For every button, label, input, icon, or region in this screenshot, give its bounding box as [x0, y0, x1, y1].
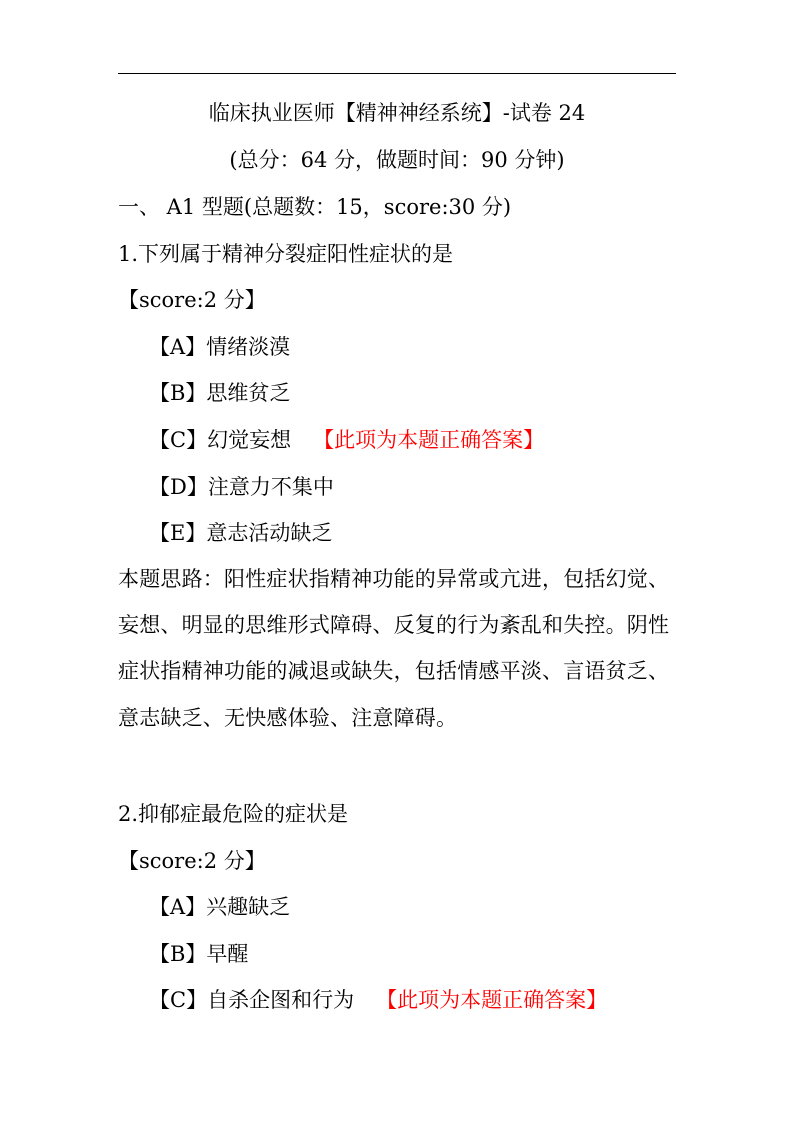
- correct-answer-mark: 【此项为本题正确答案】: [376, 988, 608, 1012]
- option-b: [149, 379, 290, 407]
- section-heading: 一、 A1 型题(总题数：15，score:30 分): [118, 195, 512, 219]
- option-e: [149, 519, 332, 547]
- question-score: 【score:2 分】: [118, 288, 266, 312]
- option-label: 【A】情绪淡漠: [149, 335, 291, 359]
- document-title: 临床执业医师【精神神经系统】-试卷 24: [208, 101, 586, 125]
- option-c: [149, 426, 544, 454]
- question-explanation: 本题思路：阳性症状指精神功能的异常或亢进，包括幻觉、妄想、明显的思维形式障碍、反复的行为紊乱和失控。阴性症状指精神功能的减退或缺失，包括情感平淡、言语贫乏、意志缺乏、无快感体验、注意障碍。: [118, 567, 670, 730]
- option-label: 【B】思维贫乏: [149, 381, 291, 405]
- option-label: 【C】幻觉妄想: [149, 428, 292, 452]
- option-b: [149, 940, 248, 968]
- question-stem: 1.下列属于精神分裂症阳性症状的是: [118, 242, 454, 266]
- top-rule: [118, 73, 676, 74]
- option-a: [149, 893, 290, 921]
- option-label: 【D】注意力不集中: [149, 475, 334, 499]
- question-stem: 2.抑郁症最危险的症状是: [118, 802, 349, 826]
- option-label: 【A】兴趣缺乏: [149, 895, 291, 919]
- option-d: [149, 473, 334, 501]
- option-c: [149, 986, 607, 1014]
- option-label: 【C】自杀企图和行为: [149, 988, 355, 1012]
- document-subtitle: (总分：64 分，做题时间：90 分钟): [229, 148, 565, 172]
- question-score: 【score:2 分】: [118, 849, 266, 873]
- option-a: [149, 333, 290, 361]
- option-label: 【B】早醒: [149, 942, 249, 966]
- correct-answer-mark: 【此项为本题正确答案】: [313, 428, 545, 452]
- option-label: 【E】意志活动缺乏: [149, 521, 333, 545]
